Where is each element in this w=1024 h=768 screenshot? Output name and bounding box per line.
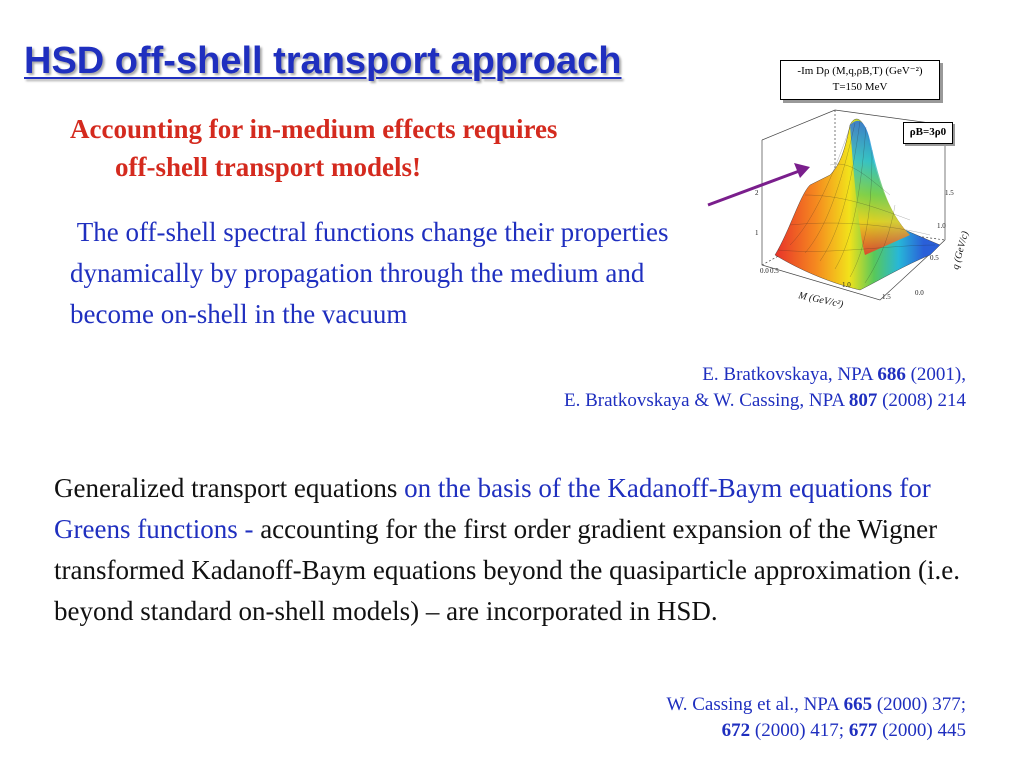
red-statement-line1: Accounting for in-medium effects requires — [70, 114, 558, 144]
ref-text: (2001), — [905, 364, 966, 385]
ref-text: (2000) 445 — [877, 720, 966, 741]
tick-z-1: 1 — [755, 229, 759, 237]
reference-line — [667, 692, 966, 718]
tick-y-15: 1.5 — [945, 189, 954, 197]
tick-y-10: 1.0 — [937, 222, 946, 230]
ref-text: (2000) 377; — [872, 694, 966, 715]
ref-text: (2008) 214 — [877, 390, 966, 411]
reference-line — [564, 362, 966, 388]
tick-z-2: 2 — [755, 189, 759, 197]
x-axis-label: M (GeV/c²) — [797, 290, 845, 311]
reference-cassing — [667, 692, 966, 744]
ref-volume: 686 — [877, 364, 906, 385]
red-statement — [70, 110, 695, 186]
spectral-function-paragraph — [70, 212, 690, 335]
red-statement-line2: off-shell transport models! — [115, 152, 421, 182]
reference-bratkovskaya — [564, 362, 966, 414]
ref-text: (2000) 417; — [750, 720, 849, 741]
main-paragraph — [54, 468, 989, 632]
main-text-black: Generalized transport equations — [54, 473, 405, 503]
main-text-blue: on the basis of the Kadanoff-Baym equations for Greens functions - — [54, 473, 931, 544]
reference-line — [667, 718, 966, 744]
tick-x-05: 0.5 — [770, 267, 779, 275]
tick-x-15: 1.5 — [882, 293, 891, 301]
pointer-arrow — [708, 163, 810, 205]
main-text-black-2: accounting for the first order gradient expansion of the Wigner transformed Kadanoff-Baym equations beyond the quasiparticle approximation (i.e. beyond standard on-shell models) – are incorporated in HSD. — [54, 514, 960, 626]
plot-legend — [780, 60, 940, 100]
ref-volume: 677 — [848, 720, 878, 741]
ref-volume: 672 — [721, 720, 751, 741]
ref-volume: 807 — [848, 390, 878, 411]
tick-y-05: 0.5 — [930, 254, 939, 262]
density-label: ρB=3ρ0 — [903, 122, 953, 144]
tick-z-0: 0.0 — [760, 267, 769, 275]
ref-text: E. Bratkovskaya, NPA — [702, 364, 878, 385]
ref-volume: 665 — [843, 694, 873, 715]
spectral-surface — [775, 119, 940, 290]
spectral-function-text: The off-shell spectral functions change their properties dynamically by propagation through the medium and become on-shell in the vacuum — [70, 217, 669, 329]
ref-text: W. Cassing et al., NPA — [666, 694, 844, 715]
tick-x-10: 1.0 — [842, 281, 851, 289]
ref-text: E. Bratkovskaya & W. Cassing, NPA — [564, 390, 849, 411]
legend-line2: T=150 MeV — [832, 81, 888, 93]
legend-line1: -Im Dρ (M,q,ρB,T) (GeV⁻²) — [797, 65, 923, 77]
y-axis-label: q (GeV/c) — [950, 230, 972, 271]
tick-y-00: 0.0 — [915, 289, 924, 297]
reference-line — [564, 388, 966, 414]
slide-title: HSD off-shell transport approach — [24, 40, 622, 82]
